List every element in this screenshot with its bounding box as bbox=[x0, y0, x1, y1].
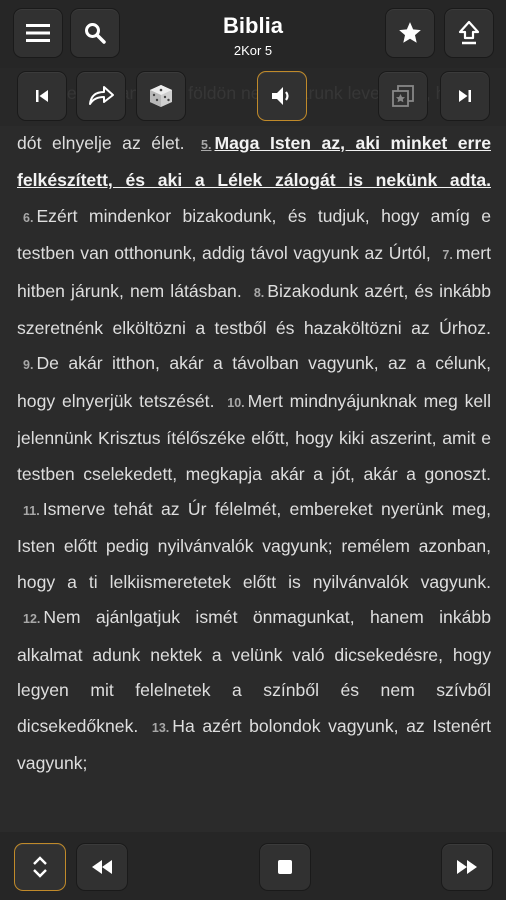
stop-button[interactable] bbox=[259, 843, 311, 891]
rewind-button[interactable] bbox=[76, 843, 128, 891]
share-button[interactable] bbox=[444, 8, 494, 58]
verse-number: 9. bbox=[23, 358, 34, 373]
verse-number: 7. bbox=[442, 248, 453, 263]
verse-6[interactable] bbox=[17, 206, 491, 263]
audio-button[interactable] bbox=[257, 71, 307, 121]
verse-text: Mert mindnyájunknak meg kell jelennünk Krisztus ítélőszéke előtt, hogy kiki aszerint, amit e testben cselekedett, megkapja akár a jót, akár a gonoszt. bbox=[17, 390, 491, 484]
favorite-button[interactable] bbox=[385, 8, 435, 58]
search-icon bbox=[83, 21, 107, 45]
dice-icon bbox=[147, 82, 175, 110]
verse-number: 10. bbox=[227, 395, 245, 410]
speaker-icon bbox=[269, 84, 295, 108]
skip-previous-icon bbox=[34, 88, 50, 104]
verse-number: 5. bbox=[201, 138, 212, 152]
fast-forward-icon bbox=[455, 859, 479, 875]
redo-button[interactable] bbox=[76, 71, 126, 121]
reader-toolbar bbox=[0, 68, 506, 126]
fast-forward-button[interactable] bbox=[441, 843, 493, 891]
skip-next-icon bbox=[457, 88, 473, 104]
share-icon bbox=[456, 19, 482, 47]
rewind-icon bbox=[90, 859, 114, 875]
menu-icon bbox=[25, 22, 51, 44]
verse-text: Ezért mindenkor bizakodunk, és tudjuk, hogy amíg e testben van otthonunk, addig távol vagyunk az Úrtól, bbox=[17, 205, 491, 264]
top-app-bar bbox=[0, 0, 506, 68]
redo-icon bbox=[87, 85, 115, 107]
copy-favorite-button[interactable] bbox=[378, 71, 428, 121]
verse-number: 12. bbox=[23, 612, 41, 627]
app-title: Biblia bbox=[223, 13, 283, 38]
passage-text[interactable] bbox=[17, 126, 491, 830]
expand-collapse-icon bbox=[31, 856, 49, 878]
toggle-toolbar-button[interactable] bbox=[14, 843, 66, 891]
copy-star-icon bbox=[390, 83, 416, 109]
random-verse-button[interactable] bbox=[136, 71, 186, 121]
menu-button[interactable] bbox=[13, 8, 63, 58]
verse-text: Bizakodunk azért, és inkább szeretnénk elköltözni a testből és hazaköltözni az Úrhoz. bbox=[17, 280, 491, 339]
passage-paragraph bbox=[17, 126, 491, 781]
verse-number: 13. bbox=[151, 720, 170, 735]
verse-text: mert hitben járunk, nem látásban. bbox=[17, 243, 491, 301]
verse-11[interactable] bbox=[17, 499, 491, 592]
stop-icon bbox=[277, 859, 293, 875]
chapter-reference[interactable]: 2Kor 5 bbox=[233, 43, 273, 58]
next-chapter-button[interactable] bbox=[440, 71, 490, 121]
verse-number: 6. bbox=[23, 210, 34, 225]
previous-chapter-button[interactable] bbox=[17, 71, 67, 121]
playback-bar bbox=[0, 832, 506, 900]
verse-text: Ismerve tehát az Úr félelmét, embereket nyerünk meg, Isten előtt pedig nyilvánvalók vagyunk; remélem azonban, hogy a ti lelkiismeretetek előtt is nyilvánvalók vagyunk. bbox=[17, 499, 491, 592]
verse-number: 11. bbox=[23, 504, 40, 519]
verse-4-tail: dót elnyelje az élet. bbox=[17, 133, 185, 153]
verse-text: Maga Isten az, aki minket erre felkészített, és aki a Lélek zálogát is nekünk adta. bbox=[17, 133, 491, 191]
verse-text: De akár itthon, akár a távolban vagyunk, az a célunk, hogy elnyerjük tetszését. bbox=[17, 353, 491, 411]
star-icon bbox=[397, 20, 423, 46]
verse-text: Nem ajánlgatjuk ismét önmagunkat, hanem inkább alkalmat adunk nektek a velünk való dicsekedésre, hogy legyen mit felelnetek a színből és nem szívből dicsekedőknek. bbox=[17, 607, 491, 736]
verse-text: Ha azért bolondok vagyunk, az Istenért vagyunk; bbox=[17, 715, 491, 773]
search-button[interactable] bbox=[70, 8, 120, 58]
verse-number: 8. bbox=[253, 285, 265, 300]
